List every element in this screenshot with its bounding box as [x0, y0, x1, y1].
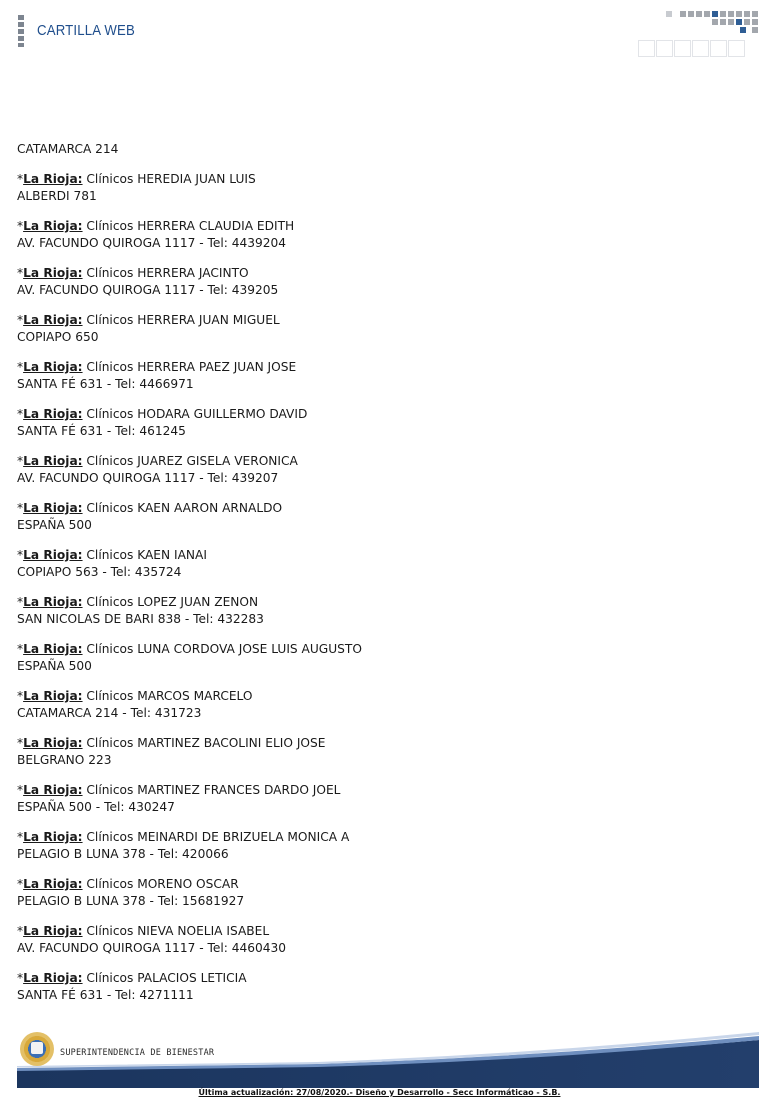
grid-outline-box	[710, 40, 727, 57]
list-item	[17, 359, 717, 393]
grid-outline-box	[638, 40, 655, 57]
entry-region: La Rioja:	[23, 407, 83, 421]
entry-prefix: *	[17, 830, 24, 844]
entry-title-line	[17, 876, 717, 893]
entry-name: Clínicos MEINARDI DE BRIZUELA MONICA A	[86, 830, 350, 844]
list-item	[17, 265, 717, 299]
entry-region: La Rioja:	[23, 783, 83, 797]
entries-list	[17, 171, 717, 1004]
entry-name: Clínicos MARTINEZ BACOLINI ELIO JOSE	[86, 736, 326, 750]
entry-address: ESPAÑA 500	[17, 659, 92, 673]
entry-address: COPIAPO 563 - Tel: 435724	[17, 565, 182, 579]
entry-address: SANTA FÉ 631 - Tel: 4271111	[17, 988, 194, 1002]
entry-name: Clínicos KAEN AARON ARNALDO	[86, 501, 283, 515]
grid-square	[744, 11, 750, 17]
entry-name: Clínicos LUNA CORDOVA JOSE LUIS AUGUSTO	[86, 642, 362, 656]
list-item	[17, 688, 717, 722]
grid-square	[712, 11, 718, 17]
vertical-bar-icon	[18, 15, 24, 47]
grid-square	[680, 11, 686, 17]
list-item	[17, 171, 717, 205]
entry-name: Clínicos MORENO OSCAR	[86, 877, 239, 891]
grid-square	[696, 11, 702, 17]
entry-prefix: *	[17, 736, 24, 750]
entry-region: La Rioja:	[23, 548, 83, 562]
entry-title-line	[17, 312, 717, 329]
grid-square	[720, 19, 726, 25]
entry-name: Clínicos LOPEZ JUAN ZENON	[86, 595, 259, 609]
entry-region: La Rioja:	[23, 313, 83, 327]
entry-address: AV. FACUNDO QUIROGA 1117 - Tel: 439207	[17, 471, 279, 485]
list-item	[17, 547, 717, 581]
list-item	[17, 406, 717, 440]
entry-prefix: *	[17, 642, 24, 656]
entry-name: Clínicos MARCOS MARCELO	[86, 689, 253, 703]
page-header	[0, 0, 759, 60]
list-item	[17, 312, 717, 346]
entry-prefix: *	[17, 219, 24, 233]
entry-address: SAN NICOLAS DE BARI 838 - Tel: 432283	[17, 612, 264, 626]
grid-square	[752, 27, 758, 33]
list-item	[17, 876, 717, 910]
entry-region: La Rioja:	[23, 830, 83, 844]
entry-address: ESPAÑA 500	[17, 518, 92, 532]
provider-listing	[17, 141, 717, 1017]
entry-prefix: *	[17, 924, 24, 938]
grid-square	[744, 19, 750, 25]
list-item	[17, 594, 717, 628]
entry-prefix: *	[17, 172, 24, 186]
entry-name: Clínicos HERRERA PAEZ JUAN JOSE	[86, 360, 297, 374]
entry-address: ALBERDI 781	[17, 189, 97, 203]
entry-prefix: *	[17, 877, 24, 891]
grid-square	[736, 11, 742, 17]
entry-name: Clínicos JUAREZ GISELA VERONICA	[86, 454, 298, 468]
entry-address: CATAMARCA 214 - Tel: 431723	[17, 706, 202, 720]
entry-prefix: *	[17, 266, 24, 280]
entry-address: ESPAÑA 500 - Tel: 430247	[17, 800, 175, 814]
grid-square	[712, 19, 718, 25]
entry-prefix: *	[17, 783, 24, 797]
entry-region: La Rioja:	[23, 689, 83, 703]
entry-title-line	[17, 547, 717, 564]
grid-outline-box	[692, 40, 709, 57]
grid-square	[736, 19, 742, 25]
grid-outline-box	[728, 40, 745, 57]
banner-wave	[17, 1030, 759, 1088]
entry-region: La Rioja:	[23, 924, 83, 938]
entry-region: La Rioja:	[23, 172, 83, 186]
list-item	[17, 970, 717, 1004]
grid-square	[728, 11, 734, 17]
entry-prefix: *	[17, 689, 24, 703]
entry-title-line	[17, 970, 717, 987]
entry-region: La Rioja:	[23, 877, 83, 891]
entry-region: La Rioja:	[23, 642, 83, 656]
entry-prefix: *	[17, 548, 24, 562]
entry-title-line	[17, 171, 717, 188]
entry-prefix: *	[17, 454, 24, 468]
grid-square	[666, 11, 672, 17]
entry-region: La Rioja:	[23, 595, 83, 609]
entry-address: AV. FACUNDO QUIROGA 1117 - Tel: 439205	[17, 283, 279, 297]
square-grid-icon	[636, 11, 759, 47]
grid-square	[720, 11, 726, 17]
grid-outline-box	[656, 40, 673, 57]
entry-region: La Rioja:	[23, 501, 83, 515]
entry-title-line	[17, 265, 717, 282]
list-item	[17, 923, 717, 957]
entry-title-line	[17, 359, 717, 376]
grid-square	[688, 11, 694, 17]
grid-square	[740, 27, 746, 33]
entry-title-line	[17, 735, 717, 752]
entry-prefix: *	[17, 595, 24, 609]
entry-region: La Rioja:	[23, 971, 83, 985]
entry-address: AV. FACUNDO QUIROGA 1117 - Tel: 4460430	[17, 941, 286, 955]
entry-address: SANTA FÉ 631 - Tel: 4466971	[17, 377, 194, 391]
entry-address: PELAGIO B LUNA 378 - Tel: 420066	[17, 847, 229, 861]
listing-first-line: CATAMARCA 214	[17, 142, 119, 156]
entry-name: Clínicos HERRERA CLAUDIA EDITH	[86, 219, 295, 233]
entry-title-line	[17, 688, 717, 705]
list-item	[17, 500, 717, 534]
list-item	[17, 641, 717, 675]
entry-title-line	[17, 500, 717, 517]
list-item	[17, 829, 717, 863]
entry-address: PELAGIO B LUNA 378 - Tel: 15681927	[17, 894, 245, 908]
entry-title-line	[17, 218, 717, 235]
grid-square	[752, 19, 758, 25]
entry-address: SANTA FÉ 631 - Tel: 461245	[17, 424, 186, 438]
list-item	[17, 218, 717, 252]
last-update-text: Última actualización: 27/08/2020.- Diseño y Desarrollo - Secc Informáticao - S.B.	[198, 1088, 561, 1097]
entry-name: Clínicos PALACIOS LETICIA	[86, 971, 247, 985]
entry-region: La Rioja:	[23, 266, 83, 280]
entry-title-line	[17, 782, 717, 799]
entry-title-line	[17, 453, 717, 470]
entry-prefix: *	[17, 407, 24, 421]
header-title: CARTILLA WEB	[37, 22, 135, 39]
grid-square	[728, 19, 734, 25]
entry-address: BELGRANO 223	[17, 753, 112, 767]
entry-prefix: *	[17, 971, 24, 985]
entry-title-line	[17, 641, 717, 658]
grid-square	[752, 11, 758, 17]
list-item	[17, 453, 717, 487]
entry-name: Clínicos HODARA GUILLERMO DAVID	[86, 407, 308, 421]
entry-prefix: *	[17, 501, 24, 515]
grid-outline-box	[674, 40, 691, 57]
entry-title-line	[17, 594, 717, 611]
footer-banner	[17, 1030, 759, 1088]
org-name: SUPERINTENDENCIA DE BIENESTAR	[60, 1048, 215, 1058]
entry-title-line	[17, 406, 717, 423]
list-item	[17, 782, 717, 816]
entry-name: Clínicos KAEN IANAI	[86, 548, 207, 562]
entry-region: La Rioja:	[23, 736, 83, 750]
entry-name: Clínicos HERRERA JACINTO	[86, 266, 249, 280]
seal-icon	[20, 1032, 54, 1066]
grid-square	[704, 11, 710, 17]
list-item	[17, 735, 717, 769]
entry-prefix: *	[17, 313, 24, 327]
entry-title-line	[17, 923, 717, 940]
entry-name: Clínicos NIEVA NOELIA ISABEL	[86, 924, 270, 938]
entry-region: La Rioja:	[23, 454, 83, 468]
entry-address: COPIAPO 650	[17, 330, 99, 344]
entry-title-line	[17, 829, 717, 846]
entry-name: Clínicos HERRERA JUAN MIGUEL	[86, 313, 280, 327]
entry-region: La Rioja:	[23, 360, 83, 374]
entry-name: Clínicos HEREDIA JUAN LUIS	[86, 172, 256, 186]
entry-address: AV. FACUNDO QUIROGA 1117 - Tel: 4439204	[17, 236, 286, 250]
entry-region: La Rioja:	[23, 219, 83, 233]
entry-name: Clínicos MARTINEZ FRANCES DARDO JOEL	[86, 783, 341, 797]
entry-prefix: *	[17, 360, 24, 374]
